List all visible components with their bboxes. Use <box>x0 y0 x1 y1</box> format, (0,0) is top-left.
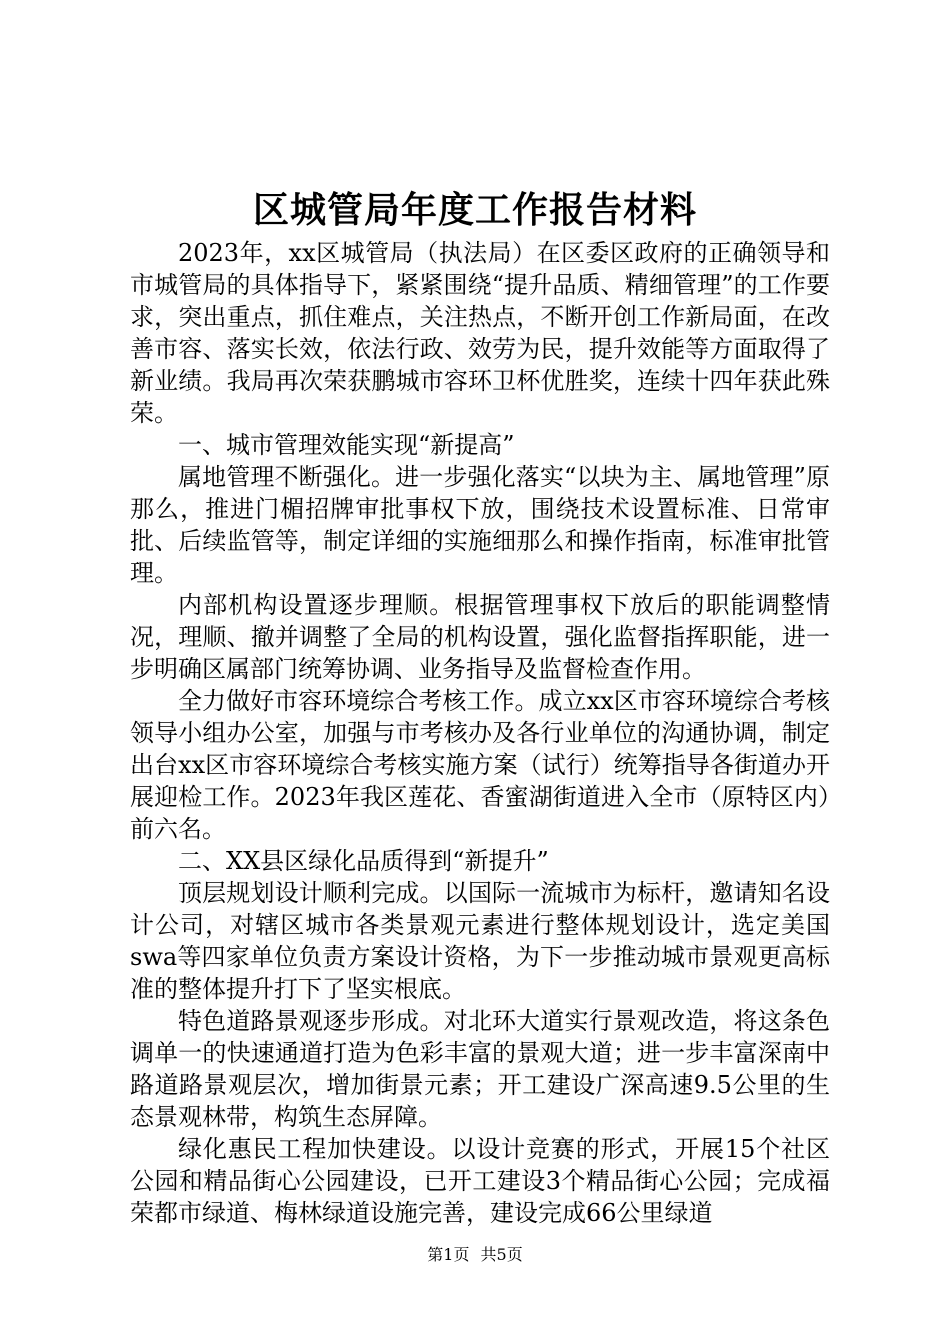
page-footer <box>0 1245 950 1265</box>
section-heading-2: 二、XX县区绿化品质得到“新提升” <box>178 847 549 875</box>
section-heading-1: 一、城市管理效能实现“新提高” <box>178 431 515 459</box>
page-number: 第1页 <box>427 1245 470 1264</box>
paragraph: 全力做好市容环境综合考核工作。成立xx区市容环境综合考核领导小组办公室，加强与市考核办及各行业单位的沟通协调，制定出台xx区市容环境综合考核实施方案（试行）统筹指导各街道办开展迎检工作。2023年我区莲花、香蜜湖街道进入全市（原特区内）前六名。 <box>130 687 830 843</box>
paragraph: 内部机构设置逐步理顺。根据管理事权下放后的职能调整情况，理顺、撤并调整了全局的机构设置，强化监督指挥职能，进一步明确区属部门统筹协调、业务指导及监督检查作用。 <box>130 591 830 683</box>
paragraph-intro: 2023年，xx区城管局（执法局）在区委区政府的正确领导和市城管局的具体指导下，紧紧围绕“提升品质、精细管理”的工作要求，突出重点，抓住难点，关注热点，不断开创工作新局面，在改善市容、落实长效，依法行政、效劳为民，提升效能等方面取得了新业绩。我局再次荣获鹏城市容环卫杯优胜奖，连续十四年获此殊荣。 <box>130 239 830 427</box>
document-body <box>130 237 830 1229</box>
paragraph: 顶层规划设计顺利完成。以国际一流城市为标杆，邀请知名设计公司，对辖区城市各类景观元素进行整体规划设计，选定美国swa等四家单位负责方案设计资格，为下一步推动城市景观更高标准的整体提升打下了坚实根底。 <box>130 879 830 1003</box>
paragraph: 属地管理不断强化。进一步强化落实“以块为主、属地管理”原那么，推进门楣招牌审批事权下放，围绕技术设置标准、日常审批、后续监管等，制定详细的实施细那么和操作指南，标准审批管理。 <box>130 463 830 587</box>
document-title: 区城管局年度工作报告材料 <box>252 189 697 231</box>
paragraph: 绿化惠民工程加快建设。以设计竞赛的形式，开展15个社区公园和精品街心公园建设，已开工建设3个精品街心公园；完成福荣都市绿道、梅林绿道设施完善，建设完成66公里绿道 <box>130 1135 830 1227</box>
page-total: 共5页 <box>480 1245 523 1264</box>
paragraph: 特色道路景观逐步形成。对北环大道实行景观改造，将这条色调单一的快速通道打造为色彩丰富的景观大道；进一步丰富深南中路道路景观层次，增加街景元素；开工建设广深高速9.5公里的生态景观林带，构筑生态屏障。 <box>130 1007 830 1131</box>
